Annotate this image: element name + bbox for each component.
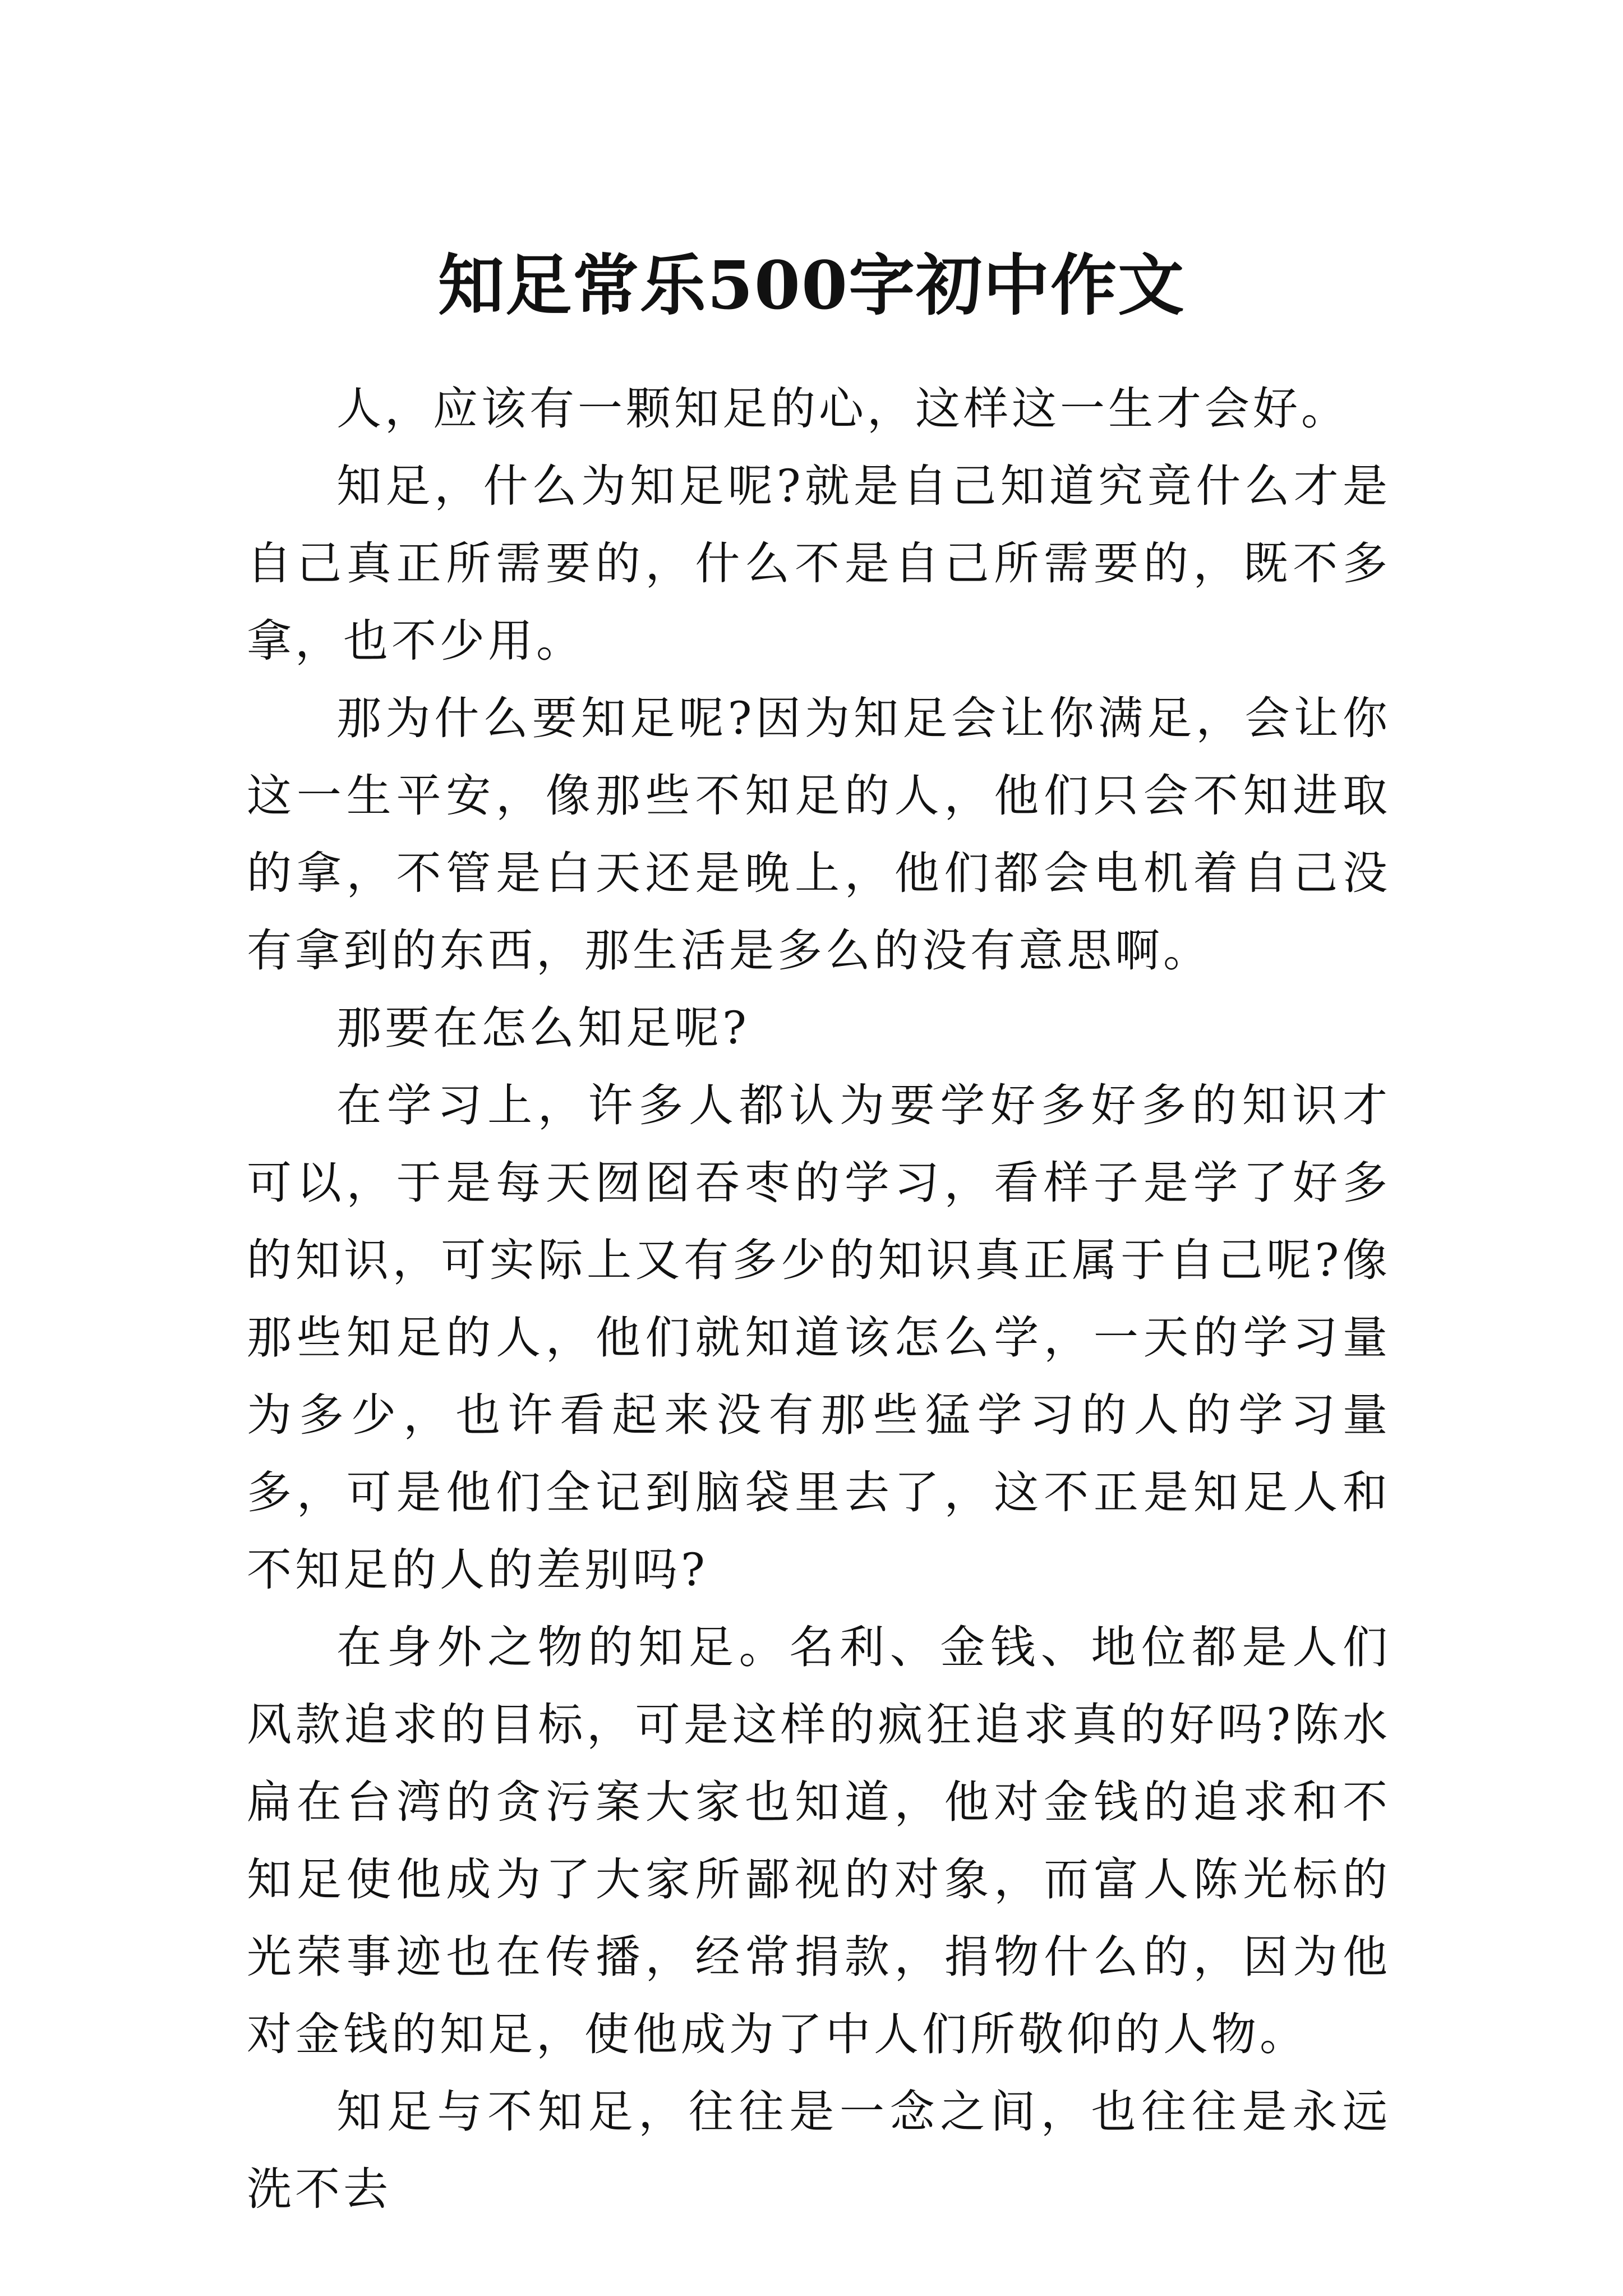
paragraph-3: 那为什么要知足呢?因为知足会让你满足，会让你这一生平安，像那些不知足的人，他们只会不知进取的拿，不管是白天还是晚上，他们都会电机着自己没有拿到的东西，那生活是多么的没有意思啊。 [247,692,1391,977]
paragraph-5: 在学习上，许多人都认为要学好多好多的知识才可以，于是每天囫囵吞枣的学习，看样子是学了好多的知识，可实际上又有多少的知识真正属于自己呢?像那些知足的人，他们就知道该怎么学，一天的学习量为多少，也许看起来没有那些猛学习的人的学习量多，可是他们全记到脑袋里去了，这不正是知足人和不知足的人的差别吗? [247,1079,1391,1596]
paragraph-7: 知足与不知足，往往是一念之间，也往往是永远洗不去 [247,2086,1391,2215]
document-title: 知足常乐500字初中作文 [437,246,1186,325]
paragraph-4: 那要在怎么知足呢? [336,1002,750,1054]
paragraph-2: 知足，什么为知足呢?就是自己知道究竟什么才是自己真正所需要的，什么不是自己所需要的，既不多拿，也不少用。 [247,460,1391,667]
paragraph-6: 在身外之物的知足。名利、金钱、地位都是人们风款追求的目标，可是这样的疯狂追求真的好吗?陈水扁在台湾的贪污案大家也知道，他对金钱的追求和不知足使他成为了大家所鄙视的对象，而富人陈光标的光荣事迹也在传播，经常捐款，捐物什么的，因为他对金钱的知足，使他成为了中人们所敬仰的人物。 [247,1621,1391,2060]
paragraph-1: 人，应该有一颗知足的心，这样这一生才会好。 [336,383,1349,435]
document-body [247,370,1391,2228]
